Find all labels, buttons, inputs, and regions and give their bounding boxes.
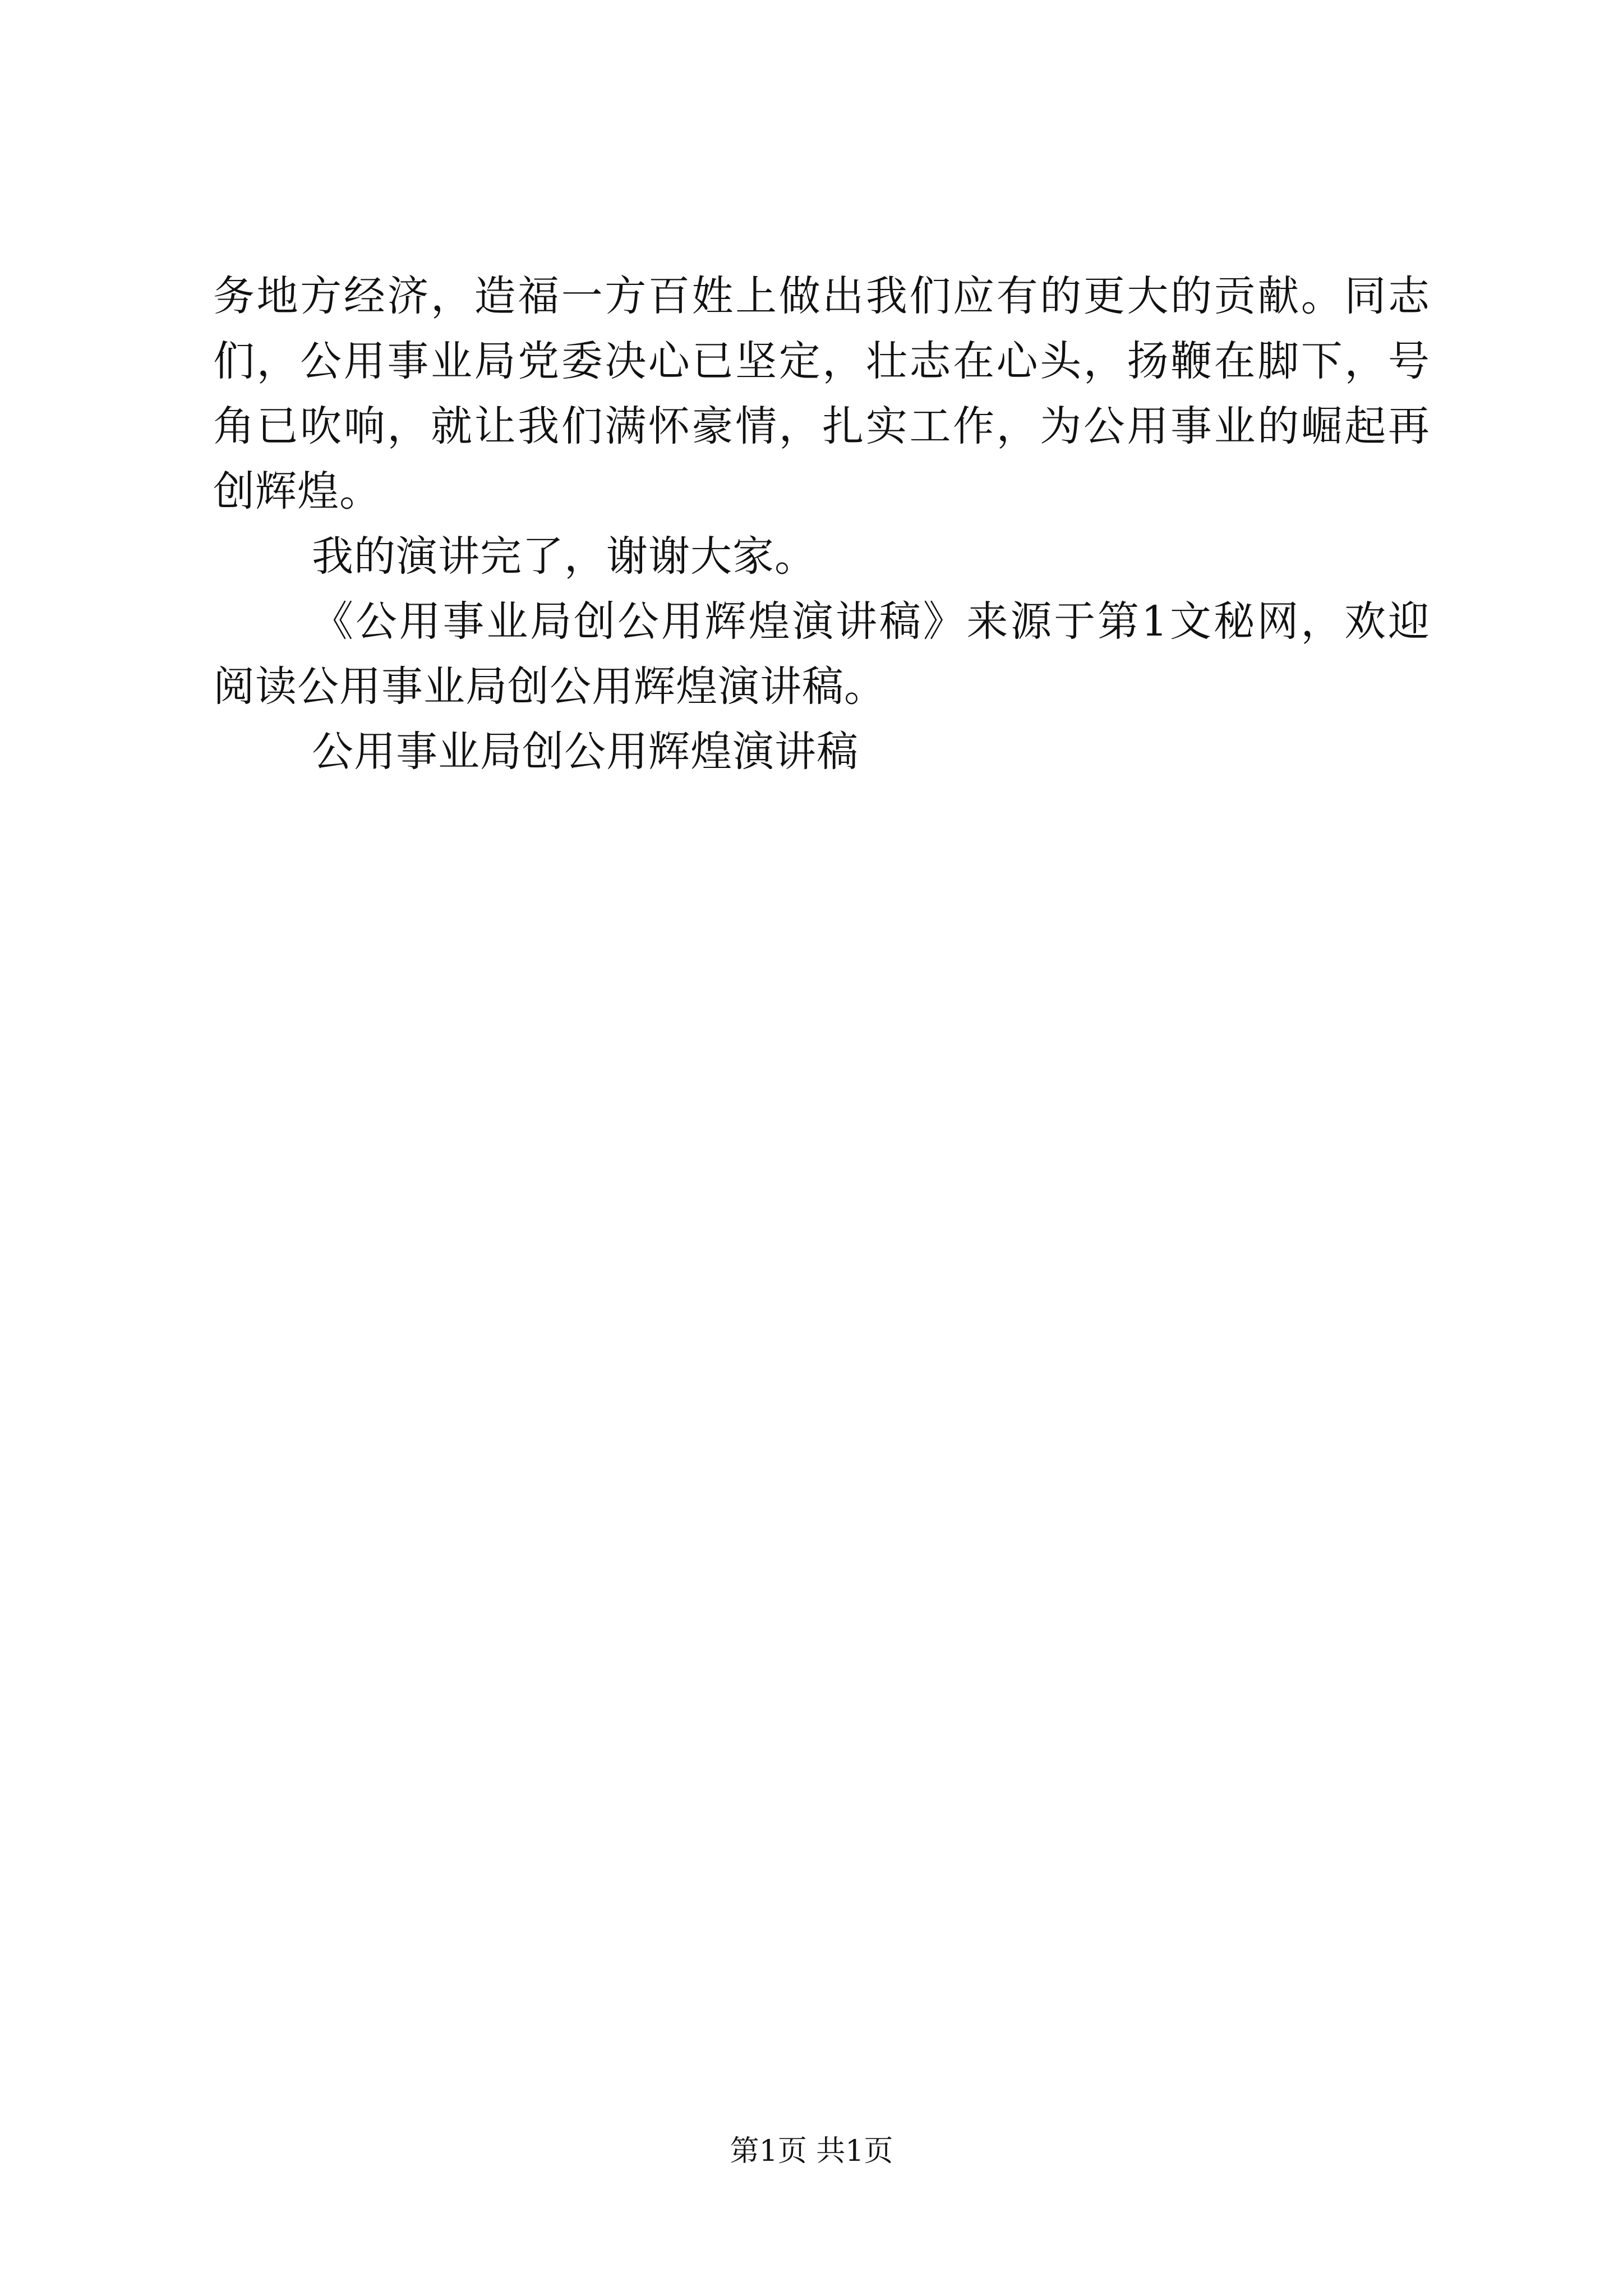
page-number-footer: 第1页 共1页: [730, 2134, 893, 2168]
text-line: 们，公用事业局党委决心已坚定，壮志在心头，扬鞭在脚下，号: [213, 337, 1430, 385]
text-line: 创辉煌。: [213, 467, 381, 516]
text-line: 我的演讲完了，谢谢大家。: [312, 532, 817, 581]
paragraph-source-note: [213, 589, 1430, 719]
paragraph-thanks: [213, 524, 1430, 589]
document-body: [213, 264, 1430, 784]
text-line: 《公用事业局创公用辉煌演讲稿》来源于第1文秘网，欢迎: [312, 597, 1430, 646]
paragraph-title-repeat: [213, 719, 1430, 784]
paragraph-closing: [213, 264, 1430, 524]
text-line: 阅读公用事业局创公用辉煌演讲稿。: [213, 662, 886, 711]
text-line: 公用事业局创公用辉煌演讲稿: [312, 728, 859, 776]
text-line: 角已吹响，就让我们满怀豪情，扎实工作，为公用事业的崛起再: [213, 402, 1430, 450]
text-line: 务地方经济，造福一方百姓上做出我们应有的更大的贡献。同志: [213, 272, 1430, 320]
